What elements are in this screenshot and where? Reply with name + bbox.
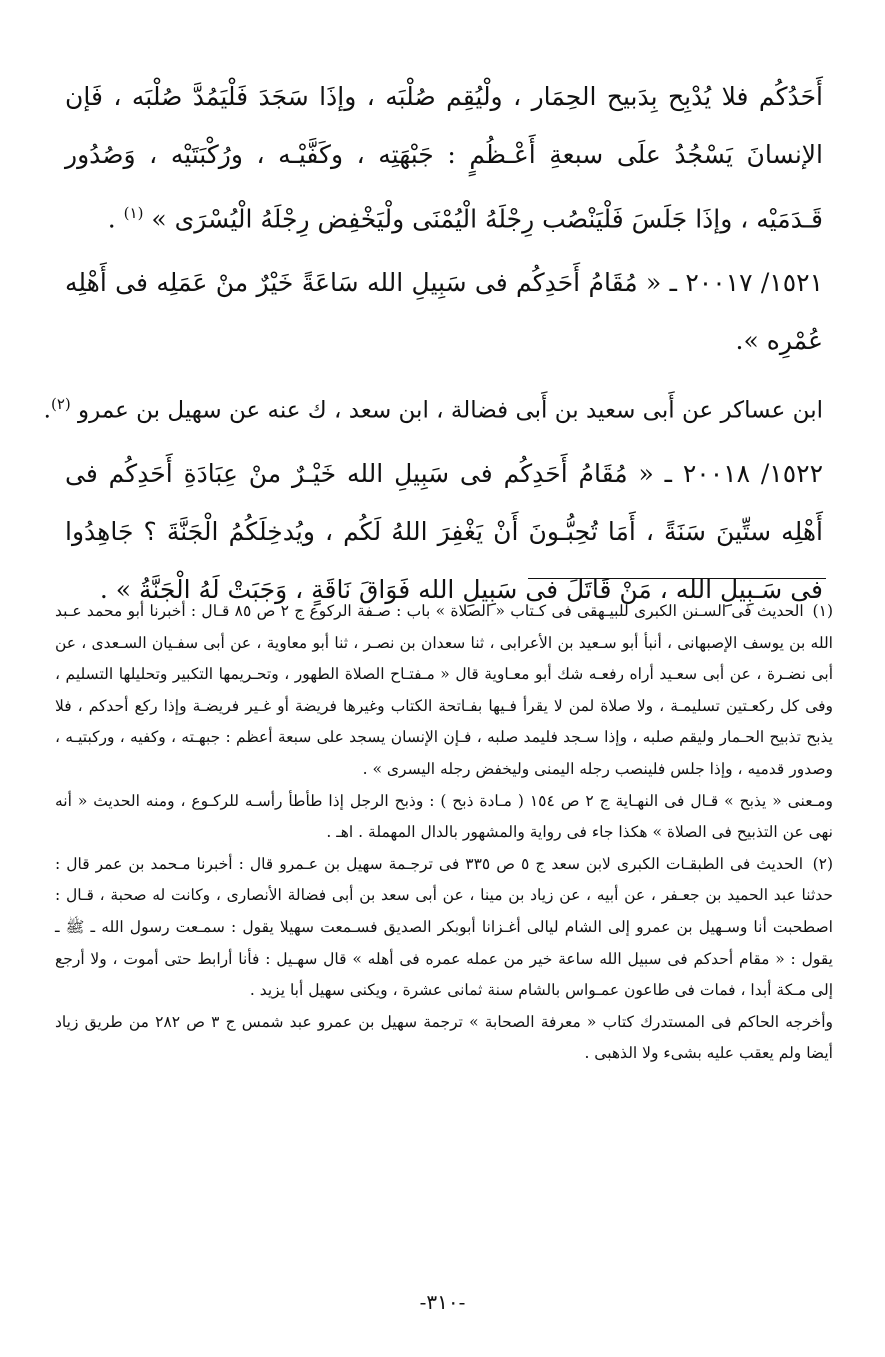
- hadith-source-text: ابن عساكر عن أَبى سعيد بن أَبى فضالة ، ابن سعد ، ك عنه عن سهيل بن عمرو: [78, 397, 823, 424]
- footnote-1: [55, 596, 833, 786]
- footnotes: [55, 596, 833, 1070]
- hadith-continuation-text: أَحَدُكُم فلا يُدْبِح بِدَبيح الحِمَار ، ولْيُقِم صُلْبَه ، وإذَا سَجَدَ فَلْيَمُدَّ صُلْبَه ، فَإن الإنسانَ يَسْجُدُ علَى سبعةِ أَعْـظُمٍ : جَبْهَتِه ، وكَفَّيْـه ، ورُكْبَتَيْه ، وَصُدُور قَـدَمَيْه ، وإذَا جَلَسَ فَلْيَنْصُب رِجْلَهُ الْيُمْنَى ولْيَخْفِض رِجْلَهُ الْيُسْرَى »: [65, 82, 823, 234]
- hadith-text: ـ « مُقَامُ أَحَدِكُم فى سَبِيلِ الله سَاعَةً خَيْرٌ منْ عَمَلِه فى أَهْلِه عُمْرِه ».: [65, 268, 823, 356]
- footnote-number: (١): [812, 602, 833, 620]
- page-number: -٣١٠-: [419, 1290, 466, 1314]
- footnote-2: [55, 849, 833, 1007]
- hadith-text: ـ « مُقَامُ أَحَدِكُم فى سَبِيلِ الله خَيْـرٌ منْ عِبَادَةِ أَحَدِكُم فى أَهْلِه ستِّينَ سَنَةً ، أَمَا تُحِبُّـونَ أَنْ يَغْفِرَ اللهُ لَكُم ، ويُدخِلَكُمُ الْجَنَّةَ ؟ جَاهِدُوا فى سَـبِيلِ الله ، مَنْ قَاتَلَ فى سَبِيلِ الله فَوَاقَ نَاقَةٍ ، وَجَبَتْ لَهُ الْجَنَّةُ » .: [65, 458, 823, 604]
- main-text: [43, 68, 824, 619]
- footnote-text: الحديث فى الطبقـات الكبرى لابن سعد ج ٥ ص ٣٣٥ فى ترجـمة سهيل بن عـمرو قال : أخبرنا مـحمد بن عمر قال : حدثنا عبد الحميد بن جعـفر ، عن أبيه ، عن زياد بن مينا ، عن أبى سعد بن أبى فضالة الأنصارى ، وكانت له صحبة ، قـال : اصطحبت أنا وسـهيل بن عمرو إلى الشام ليالى أغـزانا أبوبكر الصديق فسـمعت سهيلا يقول : سمـعت رسول الله ـ ﷺ ـ يقول : « مقام أحدكم فى سبيل الله ساعة خير من عمله عمره فى أهله » قال سهـيل : فأنا أرابط حتى أموت ، ولا أرجع إلى مـكة أبدا ، فمات فى طاعون عمـواس بالشام سنة ثمانى عشرة ، ويكنى سهيل أبا يزيد .: [55, 854, 833, 1000]
- footnote-ref-1[interactable]: (١): [123, 204, 144, 222]
- hadith-source: ابن عساكر عن أَبى سعيد بن أَبى فضالة ، ابن سعد ، ك عنه عن سهيل بن عمرو $^{(٢)}$.: [43, 395, 823, 424]
- footnote-number: (٢): [812, 854, 834, 873]
- footnote-1-extra: ومـعنى « يذبح » قـال فى النهـاية ج ٢ ص ١٥٤ ( مـادة ذبح ) : وذبح الرجل إذا طأطأ رأسـه للركـوع ، ومنه الحديث « أنه نهى عن التذبيح فى الصلاة » هكذا جاء فى رواية والمشهور بالدال المهملة . اهـ .: [55, 791, 834, 842]
- hadith-number: ١٥٢١/ ٢٠٠١٧: [685, 268, 824, 298]
- hadith-1521: [65, 254, 823, 370]
- hadith-1522: [65, 445, 823, 619]
- hadith-continuation: أَحَدُكُم فلا يُدْبِح بِدَبيح الحِمَار ، ولْيُقِم صُلْبَه ، وإذَا سَجَدَ فَلْيَمُدَّ صُلْبَه ، فَإن الإنسانَ يَسْجُدُ علَى سبعةِ أَعْـظُمٍ : جَبْهَتِه ، وكَفَّيْـه ، ورُكْبَتَيْه ، وَصُدُور قَـدَمَيْه ، وإذَا جَلَسَ فَلْيَنْصُب رِجْلَهُ الْيُمْنَى ولْيَخْفِض رِجْلَهُ الْيُسْرَى » $^{(١)}$ .: [65, 82, 823, 234]
- footnote-separator: [528, 578, 826, 579]
- hadith-number: ١٥٢٢/ ٢٠٠١٨: [682, 458, 824, 488]
- footnote-2-extra: وأخرجه الحاكم فى المستدرك كتاب « معرفة الصحابة » ترجمة سهيل بن عمرو عبد شمس ج ٣ ص ٢٨٢ من طريق زياد أيضا ولم يعقب عليه بشىء ولا الذهبى .: [55, 1012, 834, 1063]
- footnote-text: الحديث فى السـنن الكبرى للبيـهقى فى كـتاب « الصلاة » باب : صـفة الركوع ج ٢ ص ٨٥ قـال : أخبرنا أبو محمد عـبد الله بن يوسف الإصبهانى ، أنبأ أبو سـعيد بن الأعرابى ، ثنا سعدان بن نصـر ، ثنا أبو معاوية ، عن أبى سفـيان السـعدى ، عن أبى نضـرة ، عن أبى سعـيد أراه رفعـه شك أبو معـاوية قال « مـفتـاح الصلاة الطهور ، وتحـريمها التكبير وتحليلها التسليم ، وفى كل ركعـتين تسليمـة ، ولا صلاة لمن لا يقرأ فـيها بفـاتحة الكتاب وغيرها فريضة أو غـير فريضـة وإذا ركع أحدكم ، فلا يذبح تذبيح الحـمار وليقم صلبه ، وإذا سـجد فليمد صلبه ، فـإن الإنسان يسجد على سبعة أعظم : جبهـته ، وكفيه ، وركبتيـه ، وصدور قدميه ، وإذا جلس فلينصب رجله اليمنى وليخفض رجله اليسرى » .: [55, 602, 833, 778]
- footnote-ref-2[interactable]: (٢): [50, 395, 71, 414]
